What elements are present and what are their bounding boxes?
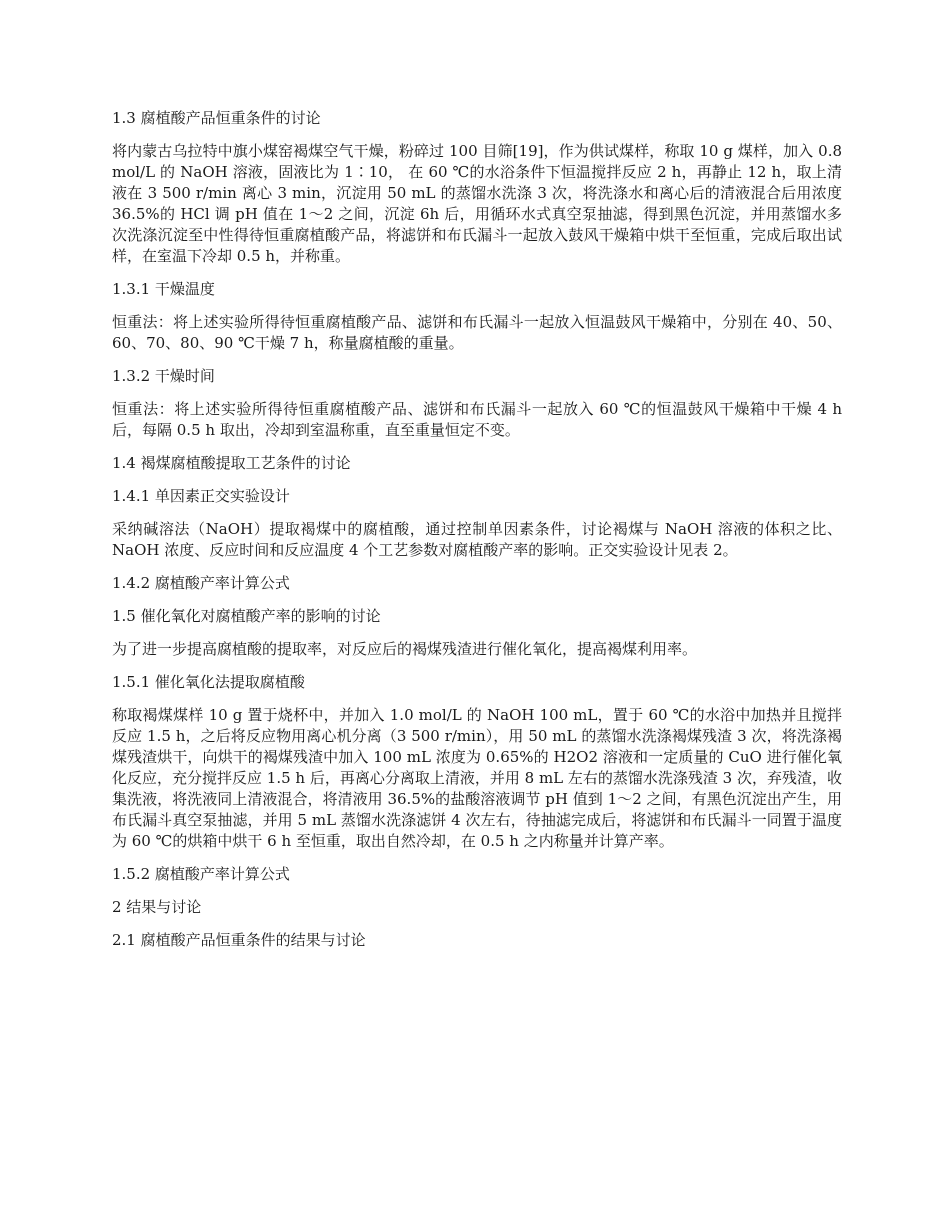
document-page xyxy=(112,108,842,963)
heading-2-1: 2.1 腐植酸产品恒重条件的结果与讨论 xyxy=(112,931,366,949)
heading-1-4-1: 1.4.1 单因素正交实验设计 xyxy=(112,487,290,505)
para-1-3-1: 恒重法：将上述实验所得待恒重腐植酸产品、滤饼和布氏漏斗一起放入恒温鼓风干燥箱中，分别在 40、50、60、70、80、90 ℃干燥 7 h，称量腐植酸的重量。 xyxy=(112,313,842,352)
heading-1-5-2: 1.5.2 腐植酸产率计算公式 xyxy=(112,865,290,883)
heading-1-3: 1.3 腐植酸产品恒重条件的讨论 xyxy=(112,109,321,127)
heading-1-5-1: 1.5.1 催化氧化法提取腐植酸 xyxy=(112,673,305,691)
para-1-5-1: 称取褐煤煤样 10 g 置于烧杯中，并加入 1.0 mol/L 的 NaOH 100 mL，置于 60 ℃的水浴中加热并且搅拌反应 1.5 h，之后将反应物用离心机分离（3 500 r/min），用 50 mL 的蒸馏水洗涤褐煤残渣 3 次，将洗涤褐煤残渣烘干，向烘干的褐煤残渣中加入 100 mL 浓度为 0.65%的 H2O2 溶液和一定质量的 CuO 进行催化氧化反应，充分搅拌反应 1.5 h 后，再离心分离取上清液，并用 8 mL 左右的蒸馏水洗涤残渣 3 次，弃残渣，收集洗液，将洗液同上清液混合，将清液用 36.5%的盐酸溶液调节 pH 值到 1～2 之间，有黑色沉淀出产生，用布氏漏斗真空泵抽滤，并用 5 mL 蒸馏水洗涤滤饼 4 次左右，待抽滤完成后，将滤饼和布氏漏斗一同置于温度为 60 ℃的烘箱中烘干 6 h 至恒重，取出自然冷却，在 0.5 h 之内称量并计算产率。 xyxy=(112,706,842,850)
heading-1-4: 1.4 褐煤腐植酸提取工艺条件的讨论 xyxy=(112,454,351,472)
heading-2: 2 结果与讨论 xyxy=(112,898,202,916)
heading-1-5: 1.5 催化氧化对腐植酸产率的影响的讨论 xyxy=(112,607,381,625)
para-1-3-2: 恒重法：将上述实验所得待恒重腐植酸产品、滤饼和布氏漏斗一起放入 60 ℃的恒温鼓风干燥箱中干燥 4 h 后，每隔 0.5 h 取出，冷却到室温称重，直至重量恒定不变。 xyxy=(112,400,842,439)
heading-1-3-1: 1.3.1 干燥温度 xyxy=(112,280,215,298)
heading-1-3-2: 1.3.2 干燥时间 xyxy=(112,367,215,385)
para-1-3: 将内蒙古乌拉特中旗小煤窑褐煤空气干燥，粉碎过 100 目筛[19]，作为供试煤样，称取 10 g 煤样，加入 0.8 mol/L 的 NaOH 溶液，固液比为 1∶10， 在 60 ℃的水浴条件下恒温搅拌反应 2 h，再静止 12 h，取上清液在 3 500 r/min 离心 3 min，沉淀用 50 mL 的蒸馏水洗涤 3 次，将洗涤水和离心后的清液混合后用浓度 36.5%的 HCl 调 pH 值在 1～2 之间，沉淀 6h 后，用循环水式真空泵抽滤，得到黑色沉淀，并用蒸馏水多次洗涤沉淀至中性得待恒重腐植酸产品，将滤饼和布氏漏斗一起放入鼓风干燥箱中烘干至恒重，完成后取出试样，在室温下冷却 0.5 h，并称重。 xyxy=(112,142,842,265)
para-1-5: 为了进一步提高腐植酸的提取率，对反应后的褐煤残渣进行催化氧化，提高褐煤利用率。 xyxy=(112,640,698,658)
para-1-4-1: 采纳碱溶法（NaOH）提取褐煤中的腐植酸，通过控制单因素条件，讨论褐煤与 NaOH 溶液的体积之比、NaOH 浓度、反应时间和反应温度 4 个工艺参数对腐植酸产率的影响。正交实验设计见表 2。 xyxy=(112,520,842,559)
heading-1-4-2: 1.4.2 腐植酸产率计算公式 xyxy=(112,574,290,592)
